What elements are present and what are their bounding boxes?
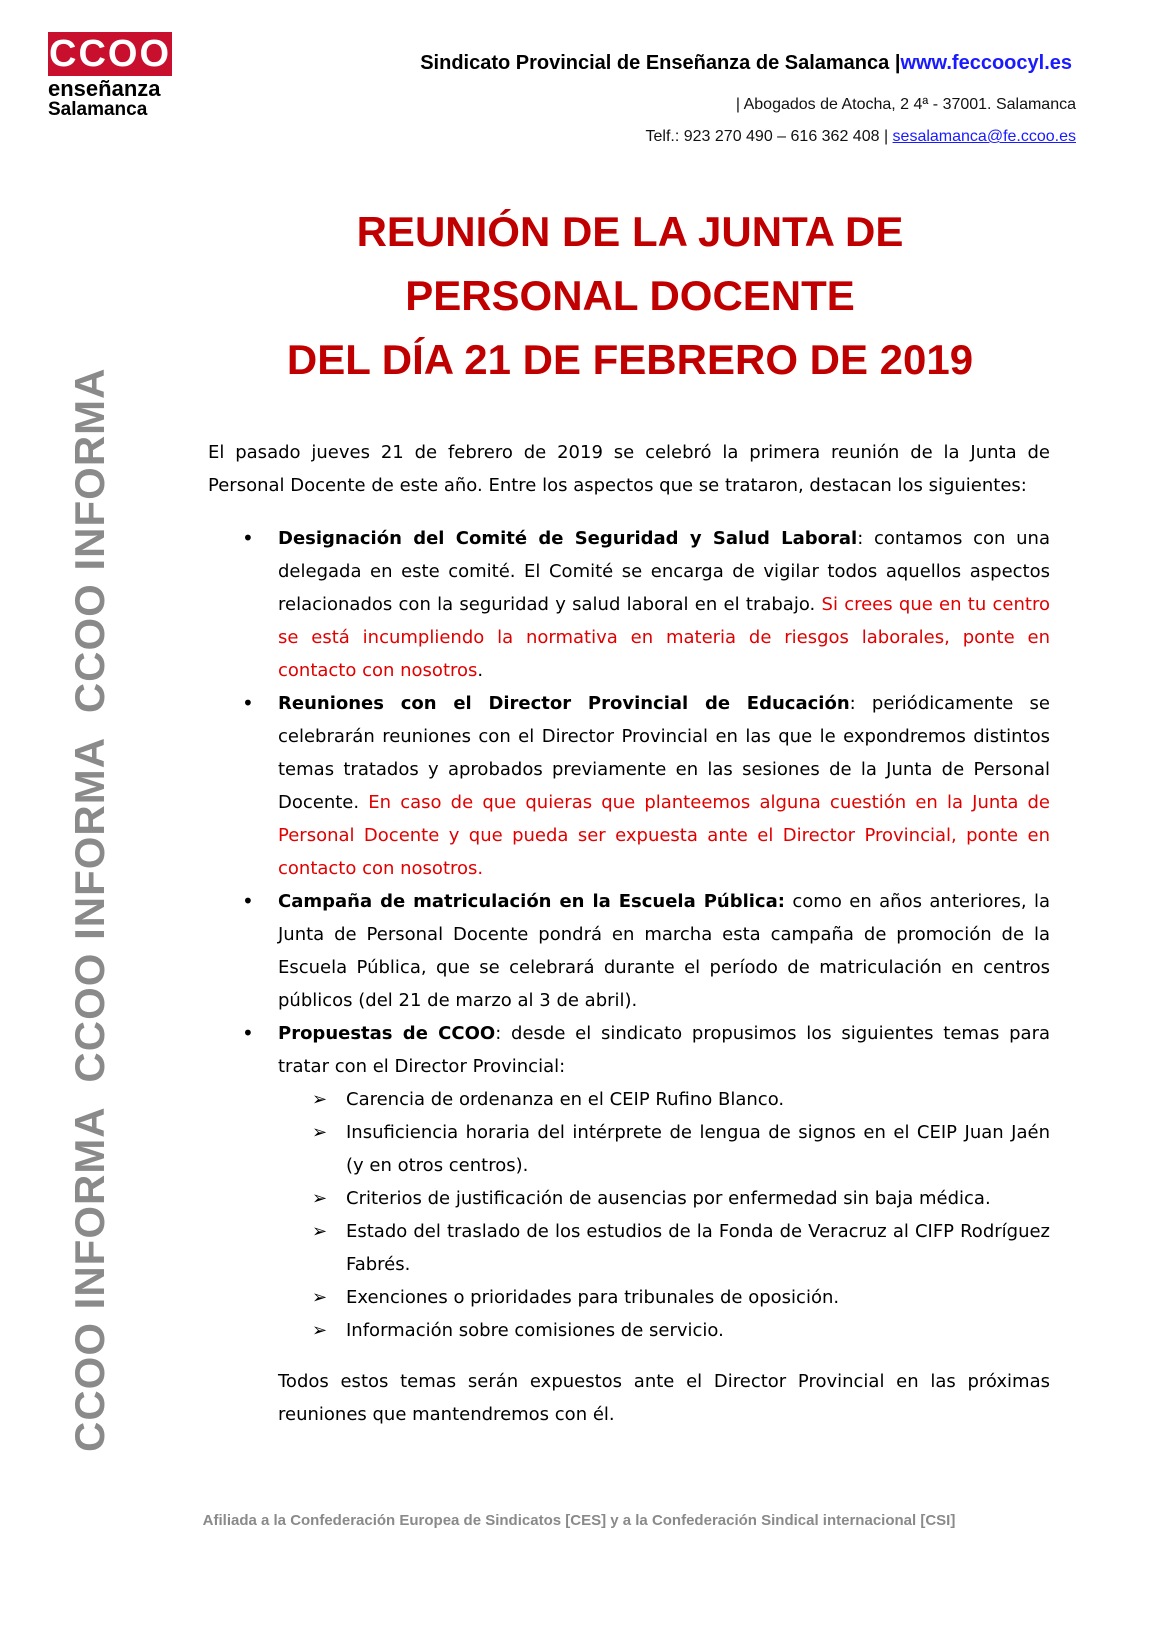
list-item: [208, 1017, 1050, 1347]
header-separator: |: [894, 52, 901, 74]
email-link[interactable]: sesalamanca@fe.ccoo.es: [892, 128, 1076, 145]
proposal-text: Información sobre comisiones de servicio.: [346, 1320, 724, 1341]
item-tail: .: [477, 660, 484, 681]
proposal-item: [278, 1314, 1050, 1347]
proposal-text: Criterios de justificación de ausencias por enfermedad sin baja médica.: [346, 1188, 991, 1209]
proposals-list: [278, 1083, 1050, 1347]
document-body: [208, 436, 1050, 1431]
ccoo-informa-watermark: CCOO INFORMA CCOO INFORMA CCOO INFORMA: [66, 367, 113, 1452]
item-text: como en años anteriores, la Junta de Personal Docente pondrá en marcha esta campaña de promoción de la Escuela Pública, que se celebrará durante el período de matriculación en centros públicos (del 21 de marzo al 3 de abril).: [278, 891, 1050, 1011]
website-link[interactable]: www.feccoocyl.es: [900, 52, 1072, 74]
list-item: [208, 687, 1050, 885]
proposal-text: Estado del traslado de los estudios de la Fonda de Veracruz al CIFP Rodríguez Fabrés.: [346, 1221, 1050, 1275]
title-line-3: DEL DÍA 21 DE FEBRERO DE 2019: [286, 336, 974, 383]
bullet-icon: •: [242, 889, 254, 913]
item-highlight: Si crees que en tu centro se está incumpliendo la normativa en materia de riesgos laborales, ponte en contacto con nosotros: [278, 594, 1050, 681]
title-line-2: PERSONAL DOCENTE: [405, 272, 855, 319]
list-item: [208, 522, 1050, 687]
proposal-item: [278, 1116, 1050, 1182]
item-text: : periódicamente se celebrarán reuniones con el Director Provincial en las que le expondremos distintos temas tratados y aprobados previamente en las sesiones de la Junta de Personal Docente.: [278, 693, 1050, 813]
list-item: [208, 885, 1050, 1017]
proposal-item: [278, 1215, 1050, 1281]
proposal-text: Exenciones o prioridades para tribunales de oposición.: [346, 1287, 840, 1308]
proposal-item: [278, 1281, 1050, 1314]
header-address: | Abogados de Atocha, 2 4ª - 37001. Salamanca: [735, 96, 1076, 113]
item-text: : contamos con una delegada en este comité. El Comité se encarga de vigilar todos aquellos aspectos relacionados con la seguridad y salud laboral en el trabajo.: [278, 528, 1050, 615]
header-org-line: [420, 52, 1072, 75]
header-contact: [646, 128, 1076, 146]
arrow-bullet-icon: ➢: [312, 1089, 328, 1110]
title-line-1: REUNIÓN DE LA JUNTA DE: [356, 208, 904, 255]
org-name: Sindicato Provincial de Enseñanza de Salamanca: [420, 52, 890, 74]
logo-line-2: Salamanca: [48, 99, 148, 120]
proposal-text: Insuficiencia horaria del intérprete de lengua de signos en el CEIP Juan Jaén (y en otros centros).: [346, 1122, 1050, 1176]
footer-affiliation: Afiliada a la Confederación Europea de Sindicatos [CES] y a la Confederación Sindical internacional [CSI]: [202, 1512, 956, 1529]
arrow-bullet-icon: ➢: [312, 1320, 328, 1341]
item-highlight: En caso de que quieras que planteemos alguna cuestión en la Junta de Personal Docente y que pueda ser expuesta ante el Director Provincial, ponte en contacto con nosotros.: [278, 792, 1050, 879]
logo-line-1: enseñanza: [48, 76, 161, 101]
bullet-icon: •: [242, 691, 254, 715]
closing-paragraph: Todos estos temas serán expuestos ante el Director Provincial en las próximas reuniones que mantendremos con él.: [278, 1371, 1050, 1425]
arrow-bullet-icon: ➢: [312, 1188, 328, 1209]
item-heading: Designación del Comité de Seguridad y Salud Laboral: [278, 528, 858, 549]
bullet-icon: •: [242, 1021, 254, 1045]
item-text: : desde el sindicato propusimos los siguientes temas para tratar con el Director Provincial:: [278, 1023, 1050, 1077]
header-phone: Telf.: 923 270 490 – 616 362 408 |: [645, 128, 889, 145]
intro-paragraph: El pasado jueves 21 de febrero de 2019 se celebró la primera reunión de la Junta de Personal Docente de este año. Entre los aspectos que se trataron, destacan los siguientes:: [208, 442, 1050, 496]
logo-mark: [48, 32, 172, 76]
document-title: [180, 200, 1080, 392]
ccoo-logo: [48, 32, 178, 120]
arrow-bullet-icon: ➢: [312, 1287, 328, 1308]
arrow-bullet-icon: ➢: [312, 1221, 328, 1242]
proposal-item: [278, 1182, 1050, 1215]
arrow-bullet-icon: ➢: [312, 1122, 328, 1143]
proposal-text: Carencia de ordenanza en el CEIP Rufino Blanco.: [346, 1089, 785, 1110]
item-heading: Reuniones con el Director Provincial de Educación: [278, 693, 850, 714]
logo-mark-text: CCOO: [49, 33, 171, 75]
item-heading: Propuestas de CCOO: [278, 1023, 496, 1044]
bullet-icon: •: [242, 526, 254, 550]
proposal-item: [278, 1083, 1050, 1116]
topic-list: [208, 522, 1050, 1347]
item-heading: Campaña de matriculación en la Escuela Pública:: [278, 891, 785, 912]
